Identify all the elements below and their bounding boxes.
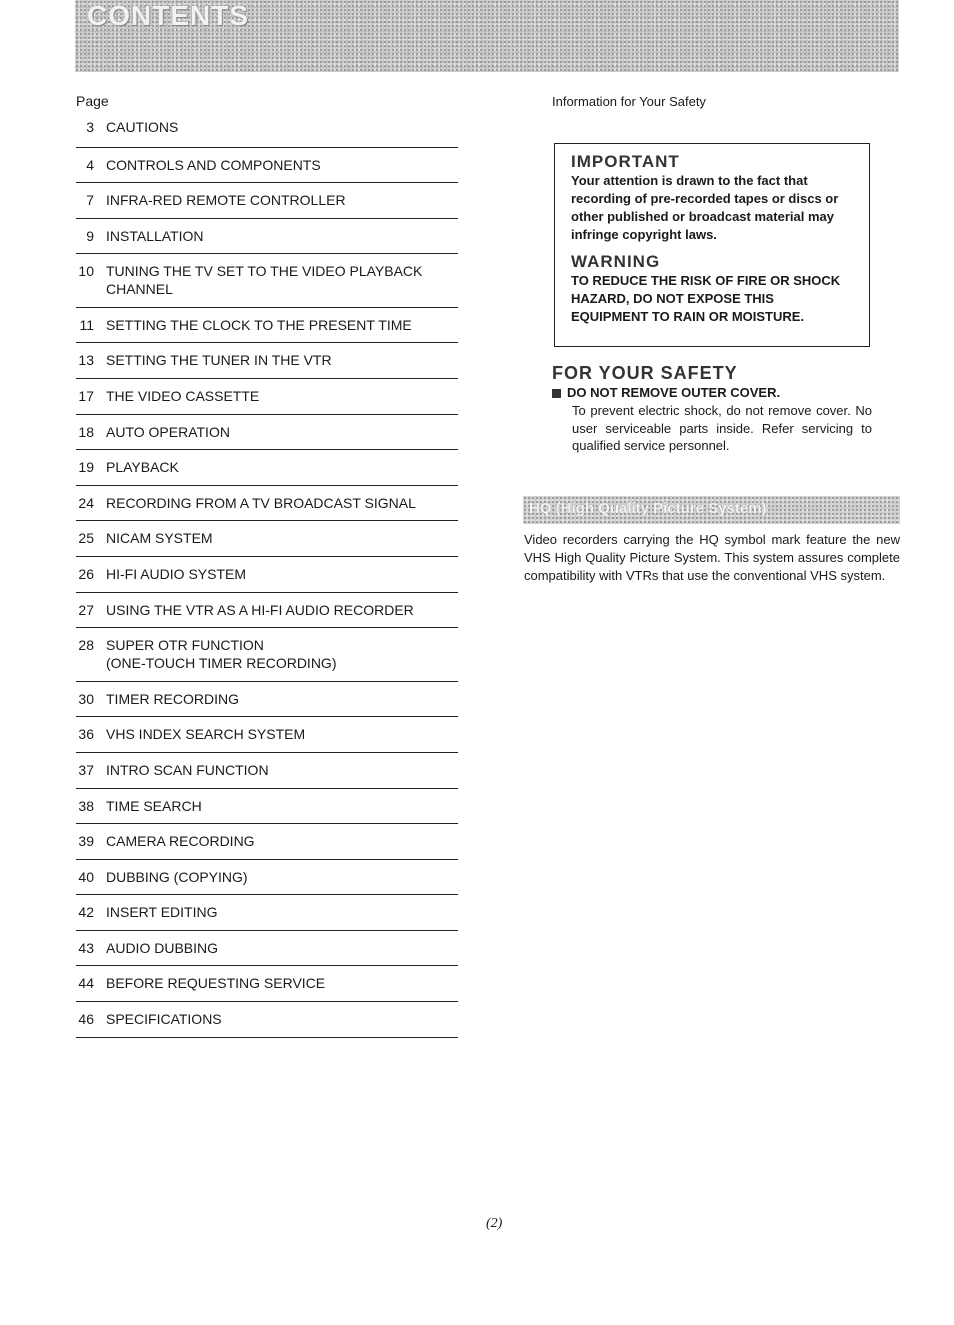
toc-page-number: 4: [86, 156, 94, 173]
toc-page-number: 9: [86, 227, 94, 244]
toc-title-line: INSERT EDITING: [106, 904, 218, 921]
toc-entry: [76, 628, 458, 682]
toc-entry: [76, 450, 458, 486]
toc-entry: [76, 717, 458, 753]
safety-heading: FOR YOUR SAFETY: [552, 363, 738, 383]
toc-title-line: VHS INDEX SEARCH SYSTEM: [106, 726, 306, 743]
toc-entry: [76, 415, 458, 451]
contents-title: CONTENTS: [87, 0, 249, 31]
toc-title: [106, 494, 416, 512]
toc-title-line: USING THE VTR AS A HI-FI AUDIO RECORDER: [106, 601, 414, 618]
toc-title: [106, 118, 178, 136]
toc-title: [106, 351, 332, 369]
toc-page-number: 42: [78, 904, 94, 921]
page-number: (2): [486, 1216, 503, 1231]
safety-info-label: Information for Your Safety: [552, 94, 706, 109]
toc-page-number: 30: [78, 690, 94, 707]
warning-heading: WARNING: [571, 252, 661, 271]
toc-title: [106, 761, 269, 779]
toc-page-number: 26: [78, 566, 94, 583]
toc-title-line: CAUTIONS: [106, 119, 179, 135]
toc-title: [106, 316, 412, 334]
toc-page-number: 25: [78, 530, 94, 547]
toc-title: [106, 974, 325, 992]
toc-entry: [76, 860, 458, 896]
toc-title: [106, 797, 202, 815]
toc-entry: [76, 148, 458, 184]
toc-title-line: TUNING THE TV SET TO THE VIDEO PLAYBACK: [106, 263, 423, 280]
toc-page-number: 13: [78, 352, 94, 369]
toc-page-number: 19: [78, 459, 94, 476]
toc-title: [106, 601, 414, 619]
toc-entry: [76, 895, 458, 931]
safety-subheading: [552, 384, 872, 402]
toc-title-line: (ONE-TOUCH TIMER RECORDING): [106, 655, 337, 672]
warning-text: TO REDUCE THE RISK OF FIRE OR SHOCK HAZARD, DO NOT EXPOSE THIS EQUIPMENT TO RAIN OR MOISTURE.: [571, 273, 841, 324]
toc-entry: [76, 308, 458, 344]
toc-page-number: 7: [86, 192, 94, 209]
toc-page-number: 18: [78, 423, 94, 440]
toc-title: [106, 458, 179, 476]
toc-title: [106, 690, 239, 708]
toc-title-line: BEFORE REQUESTING SERVICE: [106, 975, 326, 992]
toc-title: [106, 832, 255, 850]
important-warning-box: [554, 143, 870, 347]
toc-entry: [76, 521, 458, 557]
safety-subheading-text: DO NOT REMOVE OUTER COVER.: [567, 385, 781, 400]
toc-entry: [76, 557, 458, 593]
toc-title: [106, 387, 259, 405]
toc-title-line: NICAM SYSTEM: [106, 530, 213, 547]
toc-page-number: 11: [79, 316, 94, 333]
toc-title-line: SUPER OTR FUNCTION: [106, 637, 264, 654]
toc-page-number: 39: [78, 833, 94, 850]
toc-entry: [76, 219, 458, 255]
toc-page-number: 36: [78, 726, 94, 743]
toc-title-line: AUTO OPERATION: [106, 423, 230, 440]
page-column-label: Page: [76, 93, 109, 109]
toc-title-line: CAMERA RECORDING: [106, 833, 255, 850]
toc-entry: [76, 486, 458, 522]
toc-entry: [76, 343, 458, 379]
toc-page-number: 40: [78, 868, 94, 885]
toc-title-line: TIMER RECORDING: [106, 690, 239, 707]
toc-title-line: CONTROLS AND COMPONENTS: [106, 156, 321, 173]
important-heading: IMPORTANT: [571, 152, 680, 171]
toc-title: [106, 565, 246, 583]
contents-banner: [75, 0, 899, 72]
toc-entry: [76, 379, 458, 415]
toc-entry: [76, 931, 458, 967]
toc-title: [106, 262, 422, 298]
table-of-contents: [76, 112, 458, 1038]
toc-title: [106, 725, 305, 743]
hq-banner: [523, 496, 900, 524]
toc-title: [106, 191, 346, 209]
toc-page-number: 38: [78, 797, 94, 814]
toc-title: [106, 868, 248, 886]
toc-title-line: INFRA-RED REMOTE CONTROLLER: [106, 192, 346, 209]
toc-entry: [76, 593, 458, 629]
toc-entry: [76, 682, 458, 718]
toc-entry: [76, 1002, 458, 1038]
toc-entry: [76, 789, 458, 825]
toc-title-line: CHANNEL: [106, 281, 173, 298]
hq-title: HQ (High Quality Picture System): [529, 500, 767, 517]
toc-title-line: INTRO SCAN FUNCTION: [106, 761, 269, 778]
toc-title-line: DUBBING (COPYING): [106, 868, 248, 885]
safety-section: [552, 362, 872, 455]
toc-title: [106, 903, 218, 921]
toc-page-number: 43: [78, 939, 94, 956]
square-bullet-icon: [552, 389, 561, 398]
toc-entry: [76, 824, 458, 860]
toc-entry: [76, 966, 458, 1002]
toc-title-line: SPECIFICATIONS: [106, 1011, 222, 1028]
toc-entry: [76, 254, 458, 308]
toc-title: [106, 423, 230, 441]
toc-entry: [76, 753, 458, 789]
toc-title-line: INSTALLATION: [106, 227, 204, 244]
toc-title-line: HI-FI AUDIO SYSTEM: [106, 566, 247, 583]
toc-title-line: SETTING THE CLOCK TO THE PRESENT TIME: [106, 316, 412, 333]
toc-page-number: 37: [78, 761, 94, 778]
toc-page-number: 28: [78, 637, 94, 654]
toc-title-line: AUDIO DUBBING: [106, 939, 219, 956]
toc-page-number: 44: [78, 975, 94, 992]
toc-title: [106, 156, 321, 174]
toc-page-number: 17: [78, 388, 94, 405]
toc-entry: [76, 183, 458, 219]
toc-page-number: 3: [86, 119, 94, 135]
toc-title-line: TIME SEARCH: [106, 797, 202, 814]
toc-title-line: SETTING THE TUNER IN THE VTR: [106, 352, 332, 369]
toc-title: [106, 227, 204, 245]
toc-title-line: RECORDING FROM A TV BROADCAST SIGNAL: [106, 494, 416, 511]
toc-title-line: PLAYBACK: [106, 459, 179, 476]
safety-text: To prevent electric shock, do not remove cover. No user serviceable parts inside. Refer servicing to qualified service personnel.: [572, 403, 872, 453]
toc-title: [106, 529, 213, 547]
toc-title: [106, 636, 336, 672]
toc-title-line: THE VIDEO CASSETTE: [106, 388, 260, 405]
toc-page-number: 27: [78, 601, 94, 618]
toc-page-number: 46: [78, 1011, 94, 1028]
toc-title: [106, 1010, 222, 1028]
toc-entry: [76, 112, 458, 148]
toc-page-number: 10: [78, 263, 94, 280]
important-text: Your attention is drawn to the fact that recording of pre-recorded tapes or discs or other published or broadcast material may infringe copyright laws.: [571, 173, 839, 242]
toc-title: [106, 939, 218, 957]
toc-page-number: 24: [78, 494, 94, 511]
hq-text: Video recorders carrying the HQ symbol mark feature the new VHS High Quality Picture System. This system assures complete compatibility with VTRs that use the conventional VHS system.: [524, 532, 900, 583]
